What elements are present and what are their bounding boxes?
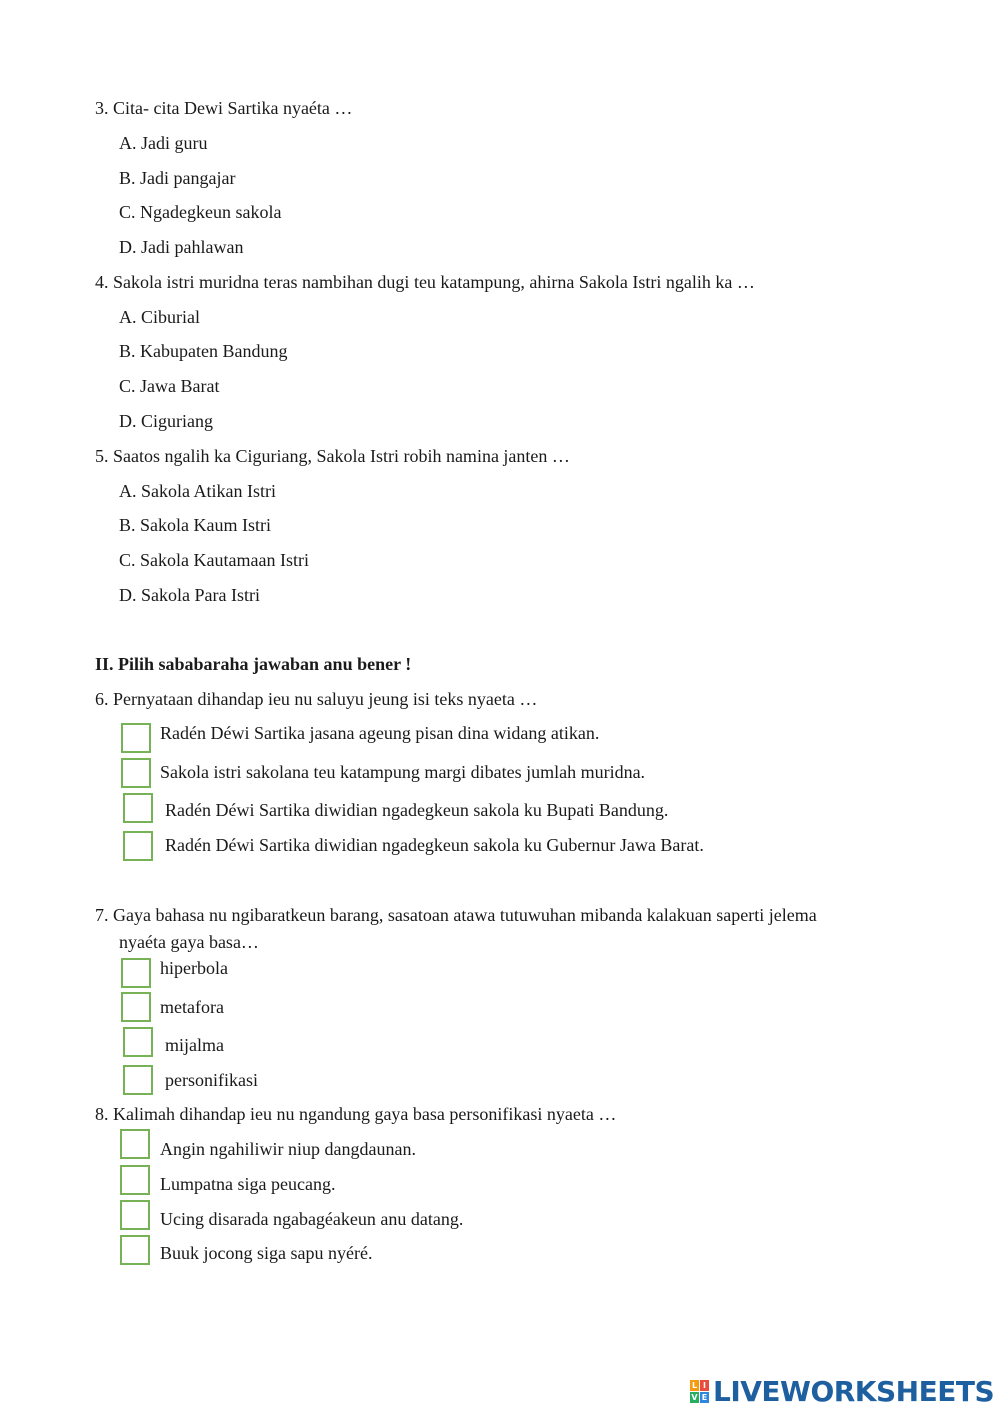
- logo-mark-letter: L: [691, 1380, 698, 1390]
- q6-option-4-label: Radén Déwi Sartika diwidian ngadegkeun sakola ku Gubernur Jawa Barat.: [165, 835, 704, 855]
- logo-mark-letter: V: [691, 1392, 698, 1402]
- liveworksheets-logo: [690, 1374, 994, 1408]
- q3-option-b: B. Jadi pangajar: [119, 168, 236, 188]
- q8-option-1-label: Angin ngahiliwir niup dangdaunan.: [160, 1139, 416, 1159]
- q4-option-b: B. Kabupaten Bandung: [119, 341, 288, 361]
- logo-mark-letter: E: [701, 1392, 708, 1402]
- q7-option-3-label: mijalma: [165, 1035, 224, 1055]
- q6-checkbox-4[interactable]: [123, 831, 153, 861]
- q7-checkbox-4[interactable]: [123, 1065, 153, 1095]
- q8-option-4-label: Buuk jocong siga sapu nyéré.: [160, 1243, 373, 1263]
- question-5-text: 5. Saatos ngalih ka Ciguriang, Sakola Istri robih namina janten …: [95, 446, 570, 466]
- q7-checkbox-1[interactable]: [121, 958, 151, 988]
- q8-checkbox-4[interactable]: [120, 1235, 150, 1265]
- q8-option-2-label: Lumpatna siga peucang.: [160, 1174, 336, 1194]
- q7-option-4-label: personifikasi: [165, 1070, 258, 1090]
- q8-checkbox-1[interactable]: [120, 1129, 150, 1159]
- q3-option-d: D. Jadi pahlawan: [119, 237, 244, 257]
- q7-checkbox-2[interactable]: [121, 992, 151, 1022]
- q4-option-c: C. Jawa Barat: [119, 376, 220, 396]
- question-8-text: 8. Kalimah dihandap ieu nu ngandung gaya basa personifikasi nyaeta …: [95, 1104, 617, 1124]
- q8-option-3-label: Ucing disarada ngabagéakeun anu datang.: [160, 1209, 464, 1229]
- question-3-text: 3. Cita- cita Dewi Sartika nyaéta …: [95, 98, 353, 118]
- live-logo-icon: [690, 1380, 709, 1403]
- q8-checkbox-3[interactable]: [120, 1200, 150, 1230]
- question-6-text: 6. Pernyataan dihandap ieu nu saluyu jeung isi teks nyaeta …: [95, 689, 538, 709]
- question-4-text: 4. Sakola istri muridna teras nambihan dugi teu katampung, ahirna Sakola Istri ngalih ka …: [95, 272, 755, 292]
- q7-option-1-label: hiperbola: [160, 958, 228, 978]
- q5-option-b: B. Sakola Kaum Istri: [119, 515, 271, 535]
- q4-option-d: D. Ciguriang: [119, 411, 213, 431]
- logo-text: LIVEWORKSHEETS: [713, 1374, 995, 1408]
- logo-mark-letter: I: [700, 1380, 709, 1391]
- q5-option-c: C. Sakola Kautamaan Istri: [119, 550, 309, 570]
- q6-option-3-label: Radén Déwi Sartika diwidian ngadegkeun sakola ku Bupati Bandung.: [165, 800, 669, 820]
- q3-option-a: A. Jadi guru: [119, 133, 208, 153]
- question-7-text-line-1: 7. Gaya bahasa nu ngibaratkeun barang, sasatoan atawa tutuwuhan mibanda kalakuan saperti jelema: [95, 905, 817, 925]
- section-2-heading: II. Pilih sababaraha jawaban anu bener !: [95, 654, 412, 674]
- q3-option-c: C. Ngadegkeun sakola: [119, 202, 282, 222]
- q5-option-d: D. Sakola Para Istri: [119, 585, 260, 605]
- q6-option-1-label: Radén Déwi Sartika jasana ageung pisan dina widang atikan.: [160, 723, 600, 743]
- q6-checkbox-3[interactable]: [123, 793, 153, 823]
- q6-checkbox-2[interactable]: [121, 758, 151, 788]
- q8-checkbox-2[interactable]: [120, 1165, 150, 1195]
- q6-checkbox-1[interactable]: [121, 723, 151, 753]
- q5-option-a: A. Sakola Atikan Istri: [119, 481, 276, 501]
- q6-option-2-label: Sakola istri sakolana teu katampung margi dibates jumlah muridna.: [160, 762, 646, 782]
- q7-option-2-label: metafora: [160, 997, 224, 1017]
- q7-checkbox-3[interactable]: [123, 1027, 153, 1057]
- q4-option-a: A. Ciburial: [119, 307, 200, 327]
- question-7-text-line-2: nyaéta gaya basa…: [119, 932, 259, 952]
